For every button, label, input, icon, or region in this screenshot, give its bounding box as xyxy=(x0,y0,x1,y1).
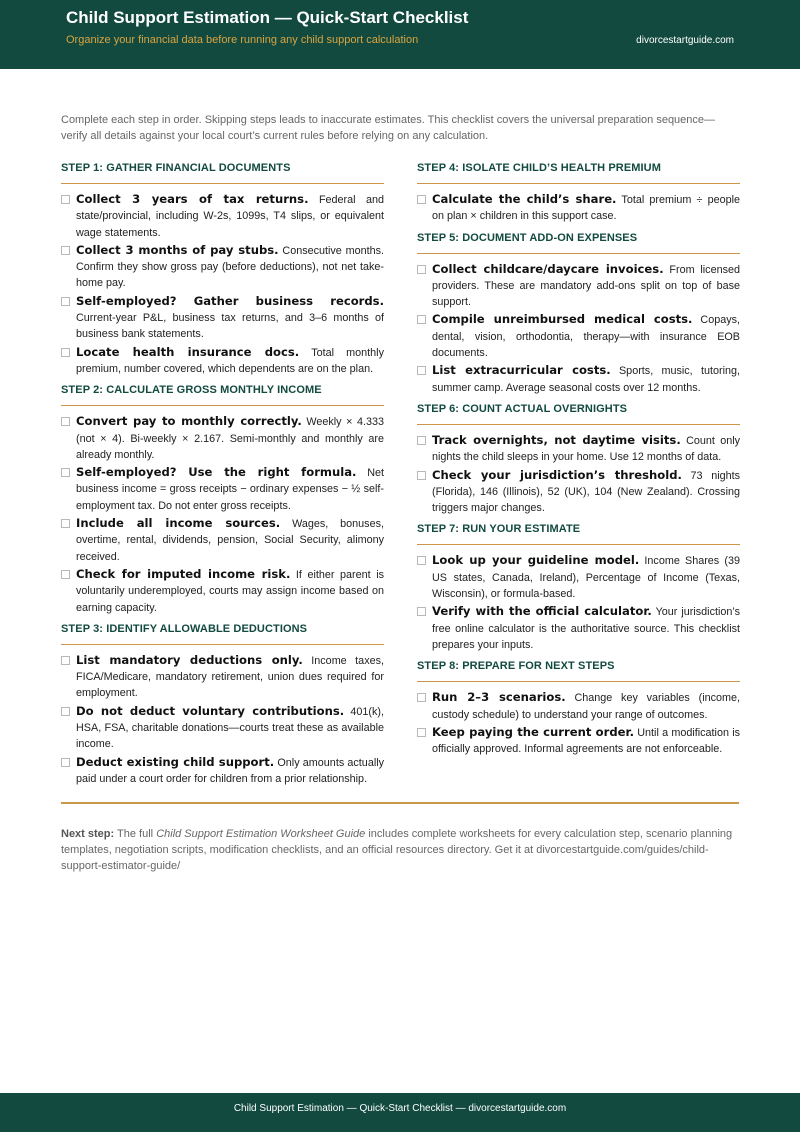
item-lead: Keep paying the current order. xyxy=(432,724,634,739)
checkbox[interactable] xyxy=(417,607,426,616)
item-lead: Check your jurisdiction’s threshold. xyxy=(432,467,682,482)
checklist-item xyxy=(61,566,384,616)
checkbox[interactable] xyxy=(417,436,426,445)
checklist-item xyxy=(61,703,384,753)
checklist-step xyxy=(417,232,740,396)
item-lead: Convert pay to monthly correctly. xyxy=(76,414,302,429)
item-lead: Look up your guideline model. xyxy=(432,553,640,568)
step-heading: STEP 1: GATHER FINANCIAL DOCUMENTS xyxy=(61,162,384,184)
document-subtitle: Organize your financial data before running any child support calculation xyxy=(66,34,419,46)
item-lead: Run 2–3 scenarios. xyxy=(432,690,566,705)
checklist-item xyxy=(61,652,384,702)
item-lead: Collect childcare/daycare invoices. xyxy=(432,261,664,276)
item-text: Consecutive months. Confirm they show gross pay (before deductions), not net take-home pay. xyxy=(76,244,385,290)
checklist-item xyxy=(61,464,384,514)
next-step-text: includes complete worksheets for every calculation step, scenario planning templates, negotiation scripts, modification checklists, and an official resources directory. Get it at divorcestartguide.com/guides/child-support-estimator-guide/ xyxy=(61,828,733,872)
item-lead: List extracurricular costs. xyxy=(432,363,611,378)
checklist-item xyxy=(417,689,740,723)
checkbox[interactable] xyxy=(61,348,70,357)
item-text: Net business income = gross receipts − ordinary expenses − ½ self-employment tax. Do not enter gross receipts. xyxy=(76,467,385,512)
item-lead: Track overnights, not daytime visits. xyxy=(432,432,681,447)
checklist-item xyxy=(417,432,740,466)
item-text: Current-year P&L, business tax returns, and 3–6 months of business bank statements. xyxy=(76,312,384,341)
item-lead: Calculate the child’s share. xyxy=(432,192,617,206)
checklist-item xyxy=(61,413,384,463)
item-text: From licensed providers. These are mandatory add-ons split on top of base support. xyxy=(432,263,740,309)
checkbox[interactable] xyxy=(417,728,426,737)
checklist-step xyxy=(417,162,740,225)
step-heading: STEP 5: DOCUMENT ADD-ON EXPENSES xyxy=(417,232,740,254)
next-step-intro: The full xyxy=(117,828,154,840)
checkbox[interactable] xyxy=(61,417,70,426)
step-heading: STEP 4: ISOLATE CHILD’S HEALTH PREMIUM xyxy=(417,162,740,184)
item-text: Income taxes, FICA/Medicare, mandatory retirement, union dues required for employment. xyxy=(76,654,384,700)
checkbox[interactable] xyxy=(61,519,70,528)
checkbox[interactable] xyxy=(61,656,70,665)
item-text: Total premium ÷ people on plan × children in this support case. xyxy=(432,194,740,223)
item-lead: Self-employed? Use the right formula. xyxy=(76,465,357,480)
checklist-item xyxy=(61,754,384,788)
checklist-item xyxy=(61,293,384,343)
next-step-note xyxy=(61,826,741,874)
guide-title: Child Support Estimation Worksheet Guide xyxy=(156,828,366,840)
checkbox[interactable] xyxy=(61,297,70,306)
item-text: Income Shares (39 US states, Canada, Ireland), Percentage of Income (Texas, Wisconsin), or formula-based. xyxy=(432,555,740,601)
checklist-item xyxy=(61,344,384,378)
checklist-item xyxy=(61,242,384,292)
checklist-step xyxy=(417,660,740,757)
item-lead: Locate health insurance docs. xyxy=(76,344,300,359)
header-site-link[interactable]: divorcestartguide.com xyxy=(636,35,734,46)
checklist-item xyxy=(417,362,740,396)
item-lead: Deduct existing child support. xyxy=(76,754,275,769)
item-text: Weekly × 4.333 (not × 4). Bi-weekly × 2.167. Semi-monthly and monthly are already monthly. xyxy=(76,416,385,461)
item-lead: Self-employed? Gather business records. xyxy=(76,293,384,308)
item-text: 401(k), HSA, FSA, charitable donations—courts treat these as available income. xyxy=(76,705,385,751)
item-text: Your jurisdiction’s free online calculator is the authoritative source. This checklist prepares your inputs. xyxy=(432,606,740,651)
step-heading: STEP 3: IDENTIFY ALLOWABLE DEDUCTIONS xyxy=(61,623,384,645)
checkbox[interactable] xyxy=(61,468,70,477)
checklist-item xyxy=(61,191,384,241)
item-lead: List mandatory deductions only. xyxy=(76,652,303,667)
item-text: If either parent is voluntarily underemployed, courts may assign income based on earning capacity. xyxy=(76,568,384,614)
checkbox[interactable] xyxy=(417,195,426,204)
intro-paragraph: Complete each step in order. Skipping steps leads to inaccurate estimates. This checklist covers the universal preparation sequence—verify all details against your local court’s current rules before relying on any calculation. xyxy=(61,114,716,142)
checkbox[interactable] xyxy=(61,758,70,767)
checklist-item xyxy=(61,515,384,565)
item-text: Only amounts actually paid under a court order for children from a prior relationship. xyxy=(76,756,385,785)
checklist-item xyxy=(417,191,740,225)
checkbox[interactable] xyxy=(417,265,426,274)
checkbox[interactable] xyxy=(417,315,426,324)
checklist-item xyxy=(417,552,740,602)
checkbox[interactable] xyxy=(417,693,426,702)
item-lead: Collect 3 years of tax returns. xyxy=(76,192,309,206)
left-column xyxy=(61,162,384,788)
checklist-item xyxy=(417,467,740,517)
checkbox[interactable] xyxy=(61,707,70,716)
checklist-item xyxy=(417,724,740,758)
item-text: 73 nights (Florida), 146 (Illinois), 52 (UK), 104 (New Zealand). Crossing triggers major changes. xyxy=(432,469,741,515)
checkbox[interactable] xyxy=(417,366,426,375)
item-text: Federal and state/provincial, including W-2s, 1099s, T4 slips, or equivalent wage statements. xyxy=(76,194,384,239)
step-heading: STEP 2: CALCULATE GROSS MONTHLY INCOME xyxy=(61,384,384,406)
item-lead: Do not deduct voluntary contributions. xyxy=(76,703,345,718)
checklist-step xyxy=(417,523,740,653)
checklist-step xyxy=(61,623,384,787)
step-heading: STEP 7: RUN YOUR ESTIMATE xyxy=(417,523,740,545)
item-lead: Collect 3 months of pay stubs. xyxy=(76,242,279,257)
checkbox[interactable] xyxy=(61,570,70,579)
right-column xyxy=(417,162,740,758)
item-text: Count only nights the child sleeps in your home. Use 12 months of data. xyxy=(432,434,741,464)
step-heading: STEP 8: PREPARE FOR NEXT STEPS xyxy=(417,660,740,682)
footer-text: Child Support Estimation — Quick-Start Checklist — divorcestartguide.com xyxy=(233,1103,567,1114)
checkbox[interactable] xyxy=(417,556,426,565)
checkbox[interactable] xyxy=(417,471,426,480)
item-lead: Compile unreimbursed medical costs. xyxy=(432,312,693,327)
document-title: Child Support Estimation — Quick-Start Checklist xyxy=(66,8,469,27)
step-heading: STEP 6: COUNT ACTUAL OVERNIGHTS xyxy=(417,403,740,425)
checklist-item xyxy=(417,261,740,311)
next-step-label: Next step: xyxy=(61,828,115,840)
checklist-item xyxy=(417,311,740,361)
header-banner xyxy=(0,0,800,69)
item-text: Change key variables (income, custody schedule) to understand your range of outcomes. xyxy=(432,692,741,721)
section-divider xyxy=(61,802,739,804)
item-text: Wages, bonuses, overtime, rental, dividends, pension, Social Security, alimony received. xyxy=(76,518,384,563)
checkbox[interactable] xyxy=(61,195,70,204)
checkbox[interactable] xyxy=(61,246,70,255)
checklist-item xyxy=(417,603,740,653)
checklist-step xyxy=(417,403,740,516)
item-lead: Check for imputed income risk. xyxy=(76,566,291,581)
checklist-step xyxy=(61,162,384,377)
item-text: Sports, music, tutoring, summer camp. Average seasonal costs over 12 months. xyxy=(432,365,740,394)
footer-banner xyxy=(0,1093,800,1132)
item-text: Until a modification is officially approved. Informal agreements are not enforceable. xyxy=(432,726,741,756)
item-lead: Verify with the official calculator. xyxy=(432,604,652,619)
item-text: Total monthly premium, number covered, which dependents are on the plan. xyxy=(76,346,384,375)
item-lead: Include all income sources. xyxy=(76,516,281,531)
checklist-step xyxy=(61,384,384,616)
item-text: Copays, dental, vision, orthodontia, therapy—with insurance EOB documents. xyxy=(432,314,740,360)
